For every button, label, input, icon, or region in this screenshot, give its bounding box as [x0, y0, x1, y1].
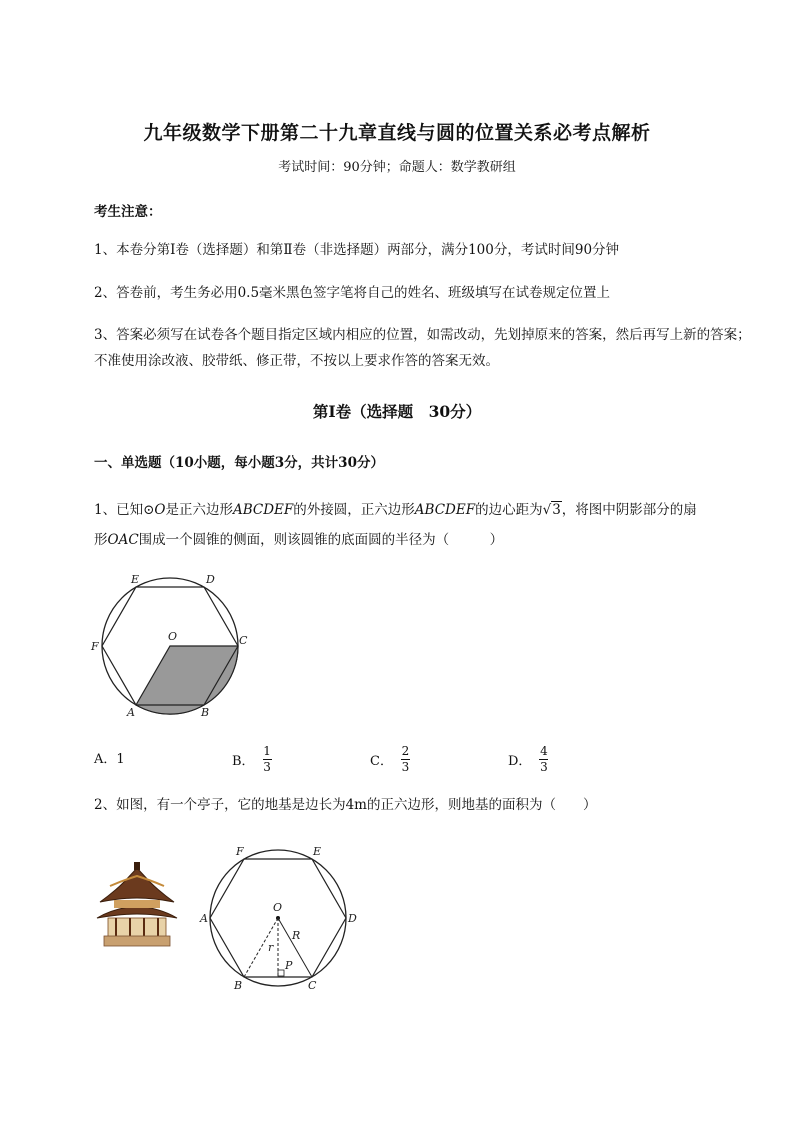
fraction — [539, 745, 548, 774]
question-1-text — [94, 495, 764, 555]
question-2-figure — [196, 845, 366, 995]
right-angle-mark — [278, 970, 284, 976]
label-O: O — [168, 630, 178, 643]
section-title: 第I卷（选择题 30分） — [312, 402, 482, 421]
label-A: A — [200, 912, 208, 925]
option-c-letter: C． — [370, 754, 393, 769]
q1-text-part: 1、已知⊙ — [94, 502, 155, 518]
label-B: B — [234, 979, 243, 992]
q1-text-part: 是正六边形 — [165, 502, 233, 518]
option-b — [232, 745, 272, 774]
q1-hexagon-name: ABCDEF — [414, 502, 476, 518]
notice-item-3: 3、答案必须写在试卷各个题目指定区域内相应的位置，如需改动，先划掉原来的答案，然后再写上新的答案；不准使用涂改液、胶带纸、修正带，不按以上要求作答的答案无效。 — [94, 327, 751, 369]
q1-text-part: 的外接圆，正六边形 — [293, 502, 415, 518]
denominator: 3 — [540, 760, 548, 774]
label-O: O — [273, 901, 283, 914]
label-E: E — [313, 845, 322, 858]
option-a: A．1 — [94, 752, 125, 767]
shaded-sector — [136, 646, 238, 714]
label-F: F — [236, 845, 244, 858]
q1-sector-name: OAC — [107, 532, 139, 548]
label-C: C — [308, 979, 317, 992]
label-R: R — [292, 929, 301, 942]
option-c — [370, 745, 410, 774]
label-P: P — [285, 959, 293, 972]
denominator: 3 — [401, 760, 410, 774]
numerator: 4 — [540, 744, 548, 758]
part-heading: 一、单选题（10小题，每小题3分，共计30分） — [94, 455, 384, 471]
radicand: 3 — [552, 502, 561, 518]
question-1-figure — [88, 570, 258, 720]
sqrt-expression: √3 — [542, 502, 561, 518]
notice-item-2: 2、答卷前，考生务必用0.5毫米黑色签字笔将自己的姓名、班级填写在试卷规定位置上 — [94, 285, 611, 301]
label-F: F — [91, 640, 99, 653]
radius-R — [278, 918, 312, 977]
label-B: B — [201, 706, 210, 719]
q1-text-part: ，将图中阴影部分的扇 — [561, 502, 697, 518]
q1-text-part: 形 — [94, 532, 108, 548]
exam-info: 考试时间：90分钟；命题人：数学教研组 — [278, 160, 516, 175]
q1-text-part: 围成一个圆锥的侧面，则该圆锥的底面圆的半径为（ ） — [138, 532, 504, 548]
notice-heading: 考生注意： — [94, 204, 162, 220]
denominator: 3 — [263, 760, 271, 774]
label-D: D — [206, 573, 215, 586]
label-r: r — [268, 941, 274, 954]
numerator: 2 — [401, 744, 410, 758]
option-d — [508, 745, 548, 774]
label-C: C — [239, 634, 248, 647]
page-title: 九年级数学下册第二十九章直线与圆的位置关系必考点解析 — [143, 122, 651, 144]
label-E: E — [131, 573, 140, 586]
option-d-letter: D． — [508, 754, 532, 769]
pavilion-illustration — [94, 862, 180, 952]
q1-hexagon-name: ABCDEF — [232, 502, 294, 518]
question-2-text: 2、如图，有一个亭子，它的地基是边长为4m的正六边形，则地基的面积为（ ） — [94, 797, 597, 813]
numerator: 1 — [263, 744, 271, 758]
fraction — [263, 745, 272, 774]
q1-text-part: 的边心距为 — [475, 502, 543, 518]
fraction — [401, 745, 410, 774]
label-A: A — [127, 706, 135, 719]
option-b-letter: B． — [232, 754, 255, 769]
q1-circle-name: O — [154, 502, 166, 518]
notice-item-1: 1、本卷分第I卷（选择题）和第Ⅱ卷（非选择题）两部分，满分100分，考试时间90分钟 — [94, 242, 620, 258]
label-D: D — [348, 912, 357, 925]
